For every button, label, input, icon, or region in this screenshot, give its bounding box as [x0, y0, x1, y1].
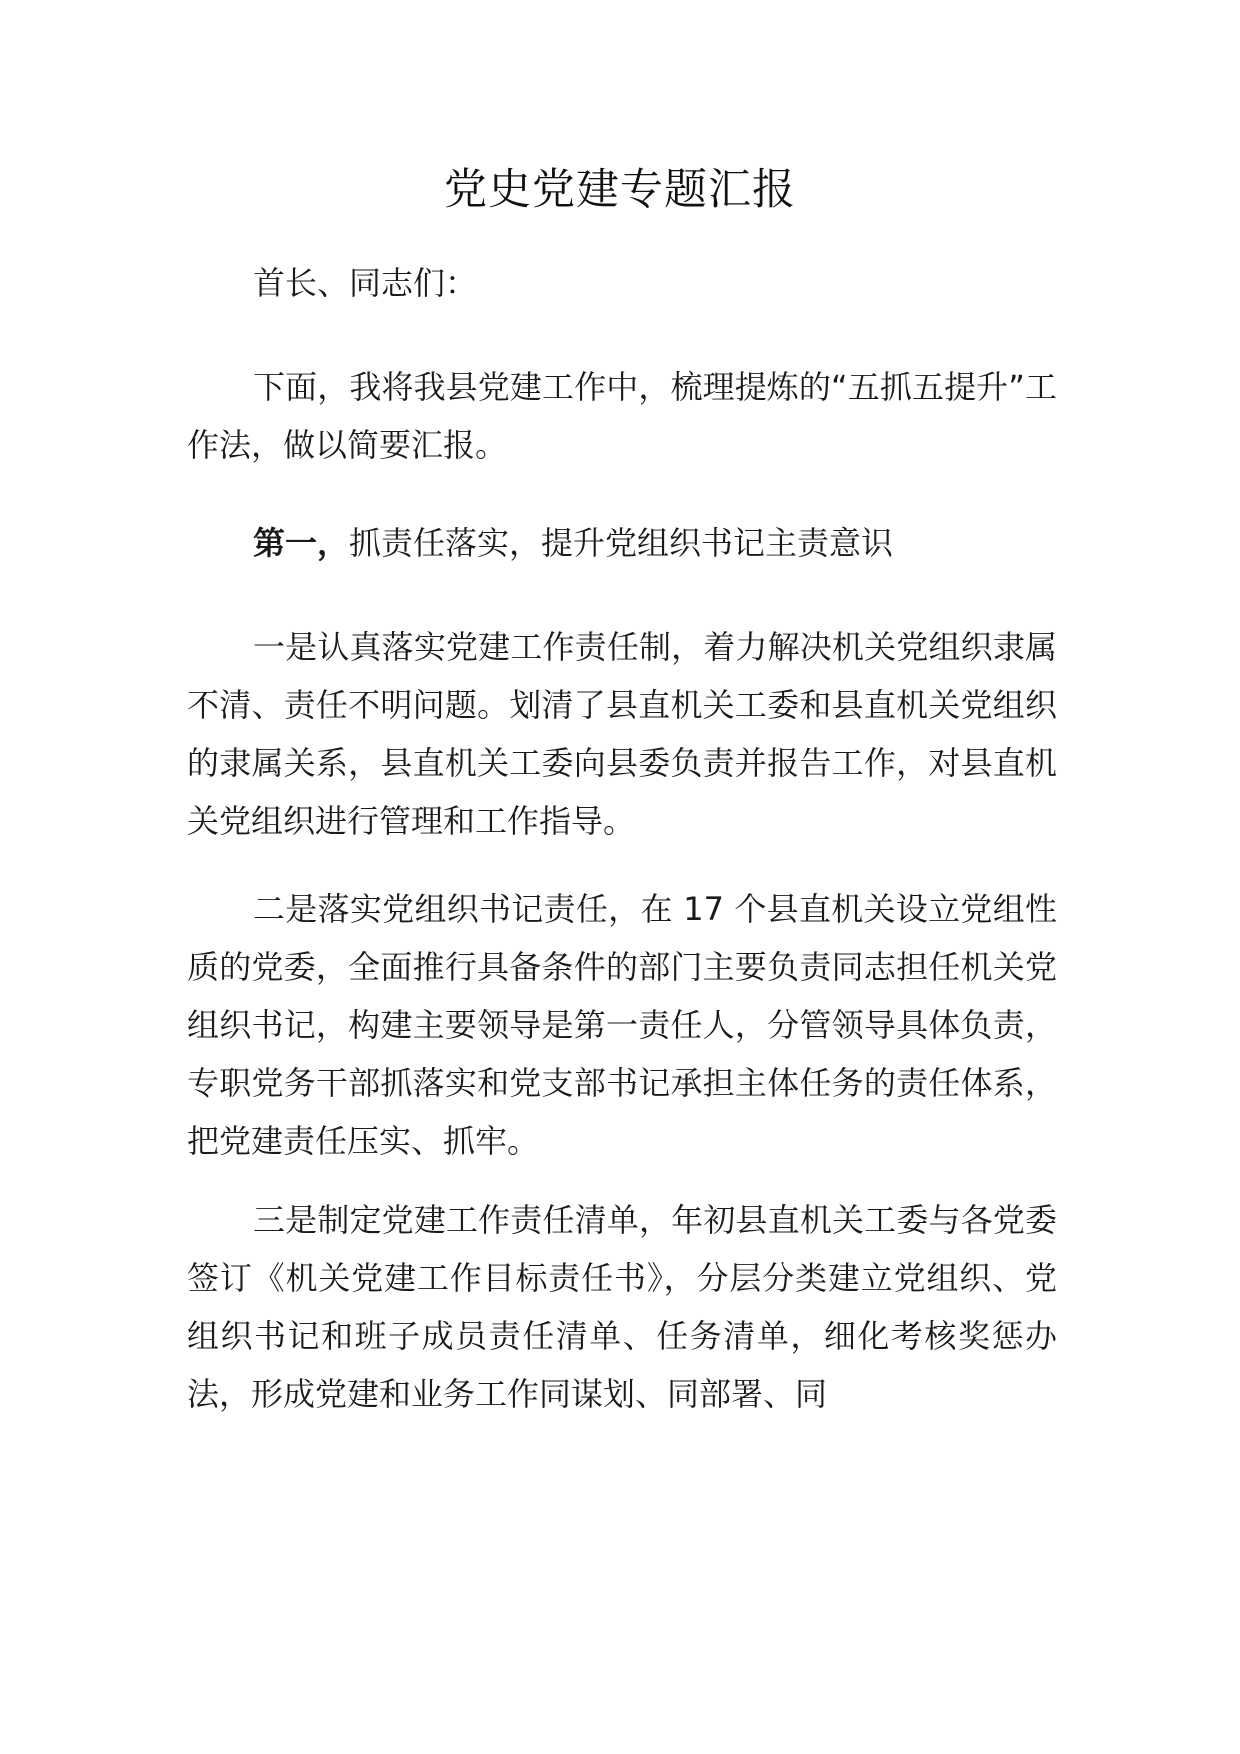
salutation: 首长、同志们：: [253, 264, 478, 302]
paragraph-2: 二是落实党组织书记责任，在 17 个县直机关设立党组性质的党委，全面推行具备条件的部门主要负责同志担任机关党组织书记，构建主要领导是第一责任人，分管领导具体负责，专职党务干部抓落实和党支部书记承担主体任务的责任体系，把党建责任压实、抓牢。: [187, 890, 1057, 1160]
document-title: 党史党建专题汇报: [444, 165, 796, 215]
section-heading-1: [187, 514, 1057, 572]
intro-paragraph: 下面，我将我县党建工作中，梳理提炼的“五抓五提升”工作法，做以简要汇报。: [187, 368, 1057, 464]
paragraph-3: 三是制定党建工作责任清单，年初县直机关工委与各党委签订《机关党建工作目标责任书》，分层分类建立党组织、党组织书记和班子成员责任清单、任务清单，细化考核奖惩办法，形成党建和业务工作同谋划、同部署、同: [187, 1201, 1057, 1413]
section-heading-lead: 第一，: [253, 524, 350, 562]
section-heading-text: 抓责任落实，提升党组织书记主责意识: [349, 524, 894, 562]
paragraph-1: 一是认真落实党建工作责任制，着力解决机关党组织隶属不清、责任不明问题。划清了县直机关工委和县直机关党组织的隶属关系，县直机关工委向县委负责并报告工作，对县直机关党组织进行管理和工作指导。: [187, 628, 1057, 840]
